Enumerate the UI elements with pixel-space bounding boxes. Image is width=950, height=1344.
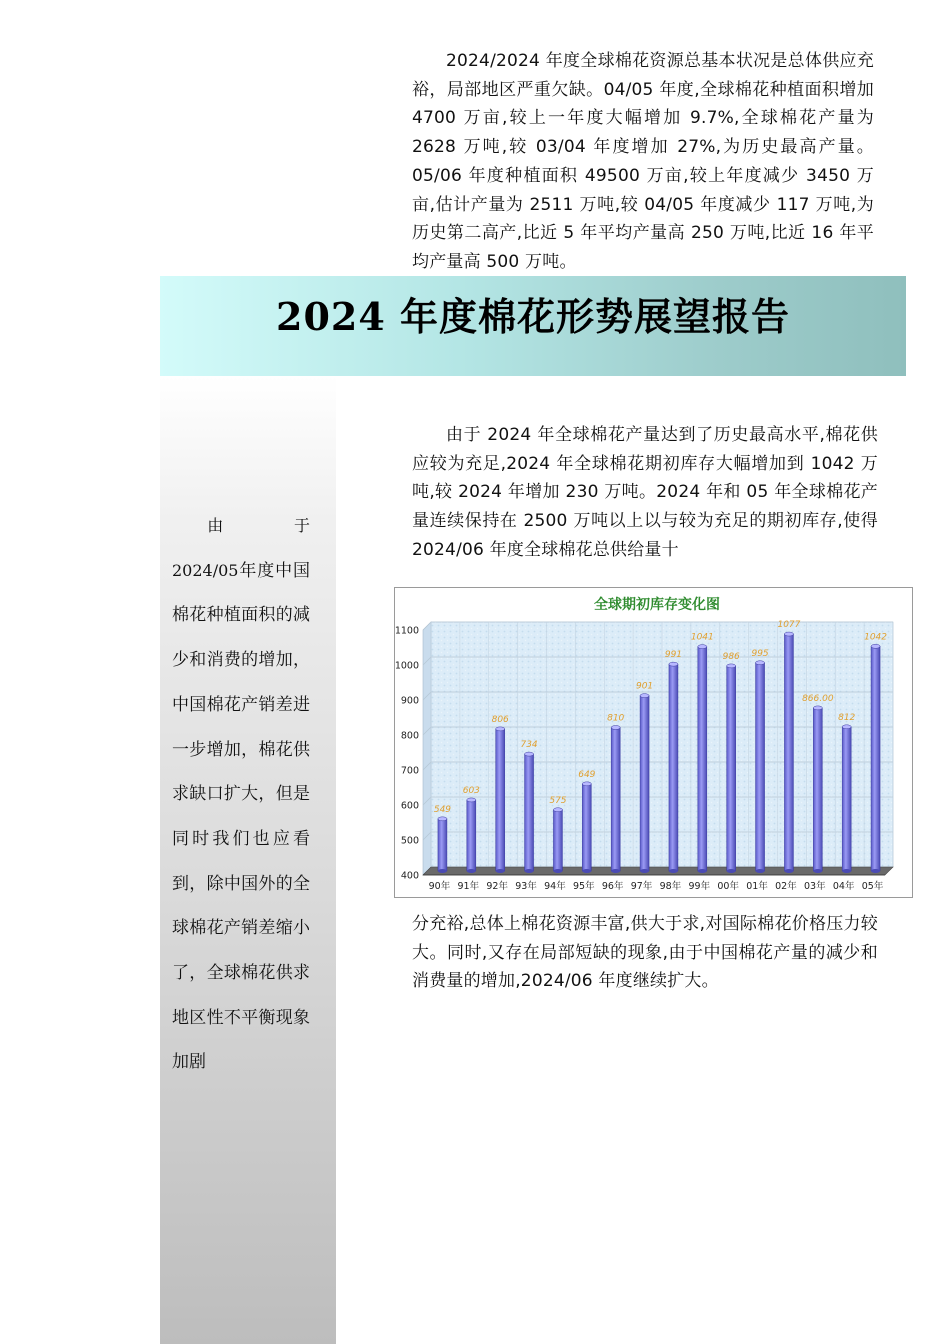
data-label: 986 (722, 651, 740, 662)
bar (553, 810, 562, 871)
bar (727, 666, 736, 871)
data-label: 901 (635, 681, 654, 692)
bar-top (553, 808, 562, 812)
y-tick-label: 700 (400, 765, 419, 777)
bar-top (496, 727, 505, 731)
bar-base (438, 869, 447, 873)
body-text-2: 分充裕,总体上棉花资源丰富,供大于求,对国际棉花价格压力较大。同时,又存在局部短缺的现象,由于中国棉花产量的减少和消费量的增加,2024/06 年度继续扩大。 (412, 914, 878, 992)
data-label: 734 (520, 740, 538, 751)
x-tick-label: 94年 (544, 881, 566, 892)
x-tick-label: 99年 (688, 881, 711, 892)
chart-title: 全球期初库存变化图 (594, 597, 720, 613)
bar-top (611, 726, 620, 730)
bar-base (496, 869, 505, 873)
body-paragraph-2 (412, 910, 878, 996)
bar-base (553, 869, 562, 873)
data-label: 549 (433, 804, 452, 815)
sidebar-body: 年度中国棉花种植面积的减少和消费的增加，中国棉花产销差进一步增加，棉花供求缺口扩大，但是同时我们也应看到，除中国外的全球棉花产销差缩小了，全球棉花供求地区性不平衡现象加剧 (172, 560, 310, 1073)
bar-base (784, 869, 793, 873)
bar (756, 663, 765, 871)
bar (611, 728, 620, 872)
x-tick-label: 01年 (746, 881, 768, 892)
data-label: 649 (578, 769, 596, 780)
y-tick-label: 1100 (395, 625, 419, 637)
bar (698, 647, 707, 871)
x-tick-label: 90年 (428, 881, 451, 892)
bar-base (871, 869, 880, 873)
data-label: 995 (751, 648, 769, 659)
data-label: 866.00 (802, 693, 834, 704)
y-tick-label: 900 (400, 695, 419, 707)
bar-top (784, 632, 793, 636)
body-paragraph-1 (412, 421, 878, 565)
bar-base (525, 869, 534, 873)
bar (813, 708, 822, 871)
bar (669, 664, 678, 871)
y-tick-label: 800 (400, 730, 419, 742)
x-tick-label: 02年 (775, 881, 797, 892)
bar (784, 634, 793, 871)
x-tick-label: 05年 (861, 881, 884, 892)
inventory-chart (394, 587, 913, 898)
bar (582, 784, 591, 871)
bar (496, 729, 505, 871)
bar-top (698, 645, 707, 649)
data-label: 575 (549, 795, 567, 806)
bar (640, 696, 649, 871)
bar-top (669, 662, 678, 666)
data-label: 603 (462, 785, 480, 796)
bar-top (438, 817, 447, 821)
bar-top (813, 706, 822, 710)
bar-top (525, 752, 534, 756)
data-label: 1077 (777, 620, 801, 631)
x-tick-label: 00年 (717, 881, 739, 892)
bar-base (698, 869, 707, 873)
intro-text: 2024/2024 年度全球棉花资源总基本状况是总体供应充裕，局部地区严重欠缺。04/05 年度,全球棉花种植面积增加 4700 万亩,较上一年度大幅增加 9.7%,全球棉花产量为 2628 万吨,较 03/04 年度增加 27%,为历史最高产量。 05/06 年度种植面积 49500 万亩,较上年度减少 3450 万亩,估计产量为 2511 万吨,较 04/05 年度减少 117 万吨,为历史第二高产,比近 5 年平均产量高 250 万吨,比近 16 年平均产量高 500 万吨。 (412, 51, 874, 272)
x-tick-label: 95年 (573, 881, 595, 892)
bar (842, 727, 851, 871)
bar-top (756, 661, 765, 665)
y-tick-label: 400 (400, 870, 419, 882)
y-tick-label: 500 (400, 835, 419, 847)
data-label: 806 (491, 714, 509, 725)
sidebar-lead: 由于 2024/05 (172, 516, 310, 580)
x-tick-label: 98年 (659, 881, 682, 892)
x-tick-label: 91年 (457, 881, 480, 892)
x-tick-label: 93年 (515, 881, 537, 892)
data-label: 991 (664, 650, 683, 661)
data-label: 812 (838, 712, 856, 723)
chart-svg (395, 588, 912, 897)
bar-base (756, 869, 765, 873)
report-title: 2024 年度棉花形势展望报告 (276, 294, 790, 339)
bar-base (727, 869, 736, 873)
data-label: 1042 (864, 632, 888, 643)
x-tick-label: 96年 (601, 881, 624, 892)
x-tick-label: 92年 (486, 881, 508, 892)
bar-top (640, 694, 649, 698)
data-label: 1041 (690, 632, 714, 643)
title-banner (160, 276, 906, 376)
bar-base (640, 869, 649, 873)
data-label: 810 (607, 713, 625, 724)
bar (467, 800, 476, 871)
bar-top (467, 798, 476, 802)
bar-base (611, 869, 620, 873)
bar-top (842, 725, 851, 729)
bar (525, 754, 534, 871)
body-text-1: 由于 2024 年全球棉花产量达到了历史最高水平,棉花供应较为充足,2024 年全球棉花期初库存大幅增加到 1042 万吨,较 2024 年增加 230 万吨。2024 年和 05 年全球棉花产量连续保持在 2500 万吨以上以与较为充足的期初库存,使得 2024/06 年度全球棉花总供给量十 (412, 425, 878, 560)
bar-base (842, 869, 851, 873)
bar-base (813, 869, 822, 873)
bar-top (871, 644, 880, 648)
y-tick-label: 600 (400, 800, 419, 812)
y-tick-label: 1000 (395, 660, 419, 672)
x-tick-label: 03年 (804, 881, 826, 892)
x-tick-label: 97年 (630, 881, 653, 892)
bar (438, 819, 447, 871)
bar-top (727, 664, 736, 668)
x-tick-label: 04年 (832, 881, 855, 892)
bar-base (467, 869, 476, 873)
intro-paragraph (412, 47, 874, 277)
plot-side-wall (423, 622, 431, 875)
bar (871, 646, 880, 871)
sidebar-text (172, 504, 310, 1085)
bar-base (669, 869, 678, 873)
bar-top (582, 782, 591, 786)
bar-base (582, 869, 591, 873)
